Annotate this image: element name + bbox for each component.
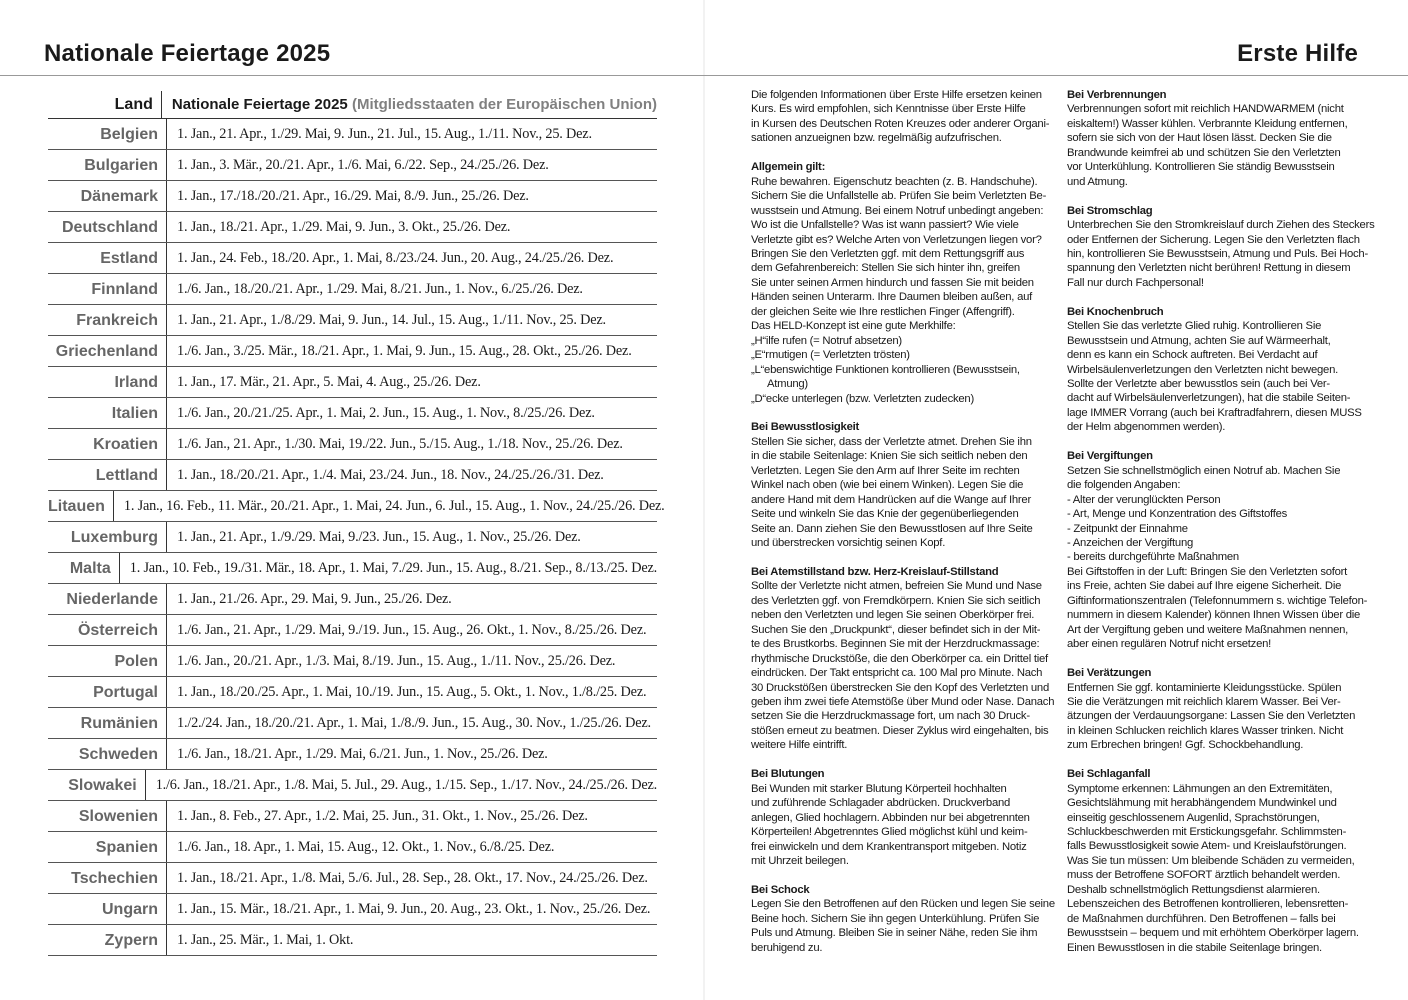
table-row (48, 429, 657, 460)
holiday-dates-cell: 1./6. Jan., 20./21. Apr., 1./3. Mai, 8./19. Jun., 15. Aug., 1./11. Nov., 25./26. Dez. (177, 653, 616, 669)
first-aid-section (751, 160, 1051, 406)
table-row (48, 212, 657, 243)
text-line: Einen Bewusstlosen in die stabile Seitenlage bringen. (1067, 941, 1322, 954)
first-aid-column-2 (1067, 88, 1375, 970)
country-cell: Österreich (48, 615, 167, 645)
text-line: Wo ist die Unfallstelle? Was ist wann passiert? Wie viele (751, 219, 1019, 232)
table-row (48, 894, 657, 925)
first-aid-section (751, 565, 1055, 753)
page-title-left: Nationale Feiertage 2025 (44, 40, 331, 67)
table-row (48, 553, 657, 584)
first-aid-section (751, 420, 1051, 550)
holiday-dates-cell: 1. Jan., 18./20./21. Apr., 1./4. Mai, 23./24. Jun., 18. Nov., 24./25./26./31. Dez. (177, 467, 604, 483)
text-line: Sie die Verätzungen mit reichlich klarem Wasser. Bei Ver- (1067, 695, 1341, 708)
holiday-dates-cell: 1. Jan., 17./18./20./21. Apr., 16./29. Mai, 8./9. Jun., 25./26. Dez. (177, 188, 529, 204)
holiday-dates-cell: 1. Jan., 24. Feb., 18./20. Apr., 1. Mai, 8./23./24. Jun., 20. Aug., 24./25./26. Dez. (177, 250, 614, 266)
text-line: hin, kontrollieren Sie Bewusstsein, Atmung und Puls. Bei Hoch- (1067, 247, 1368, 260)
first-aid-section (751, 767, 1051, 868)
holiday-dates-cell: 1. Jan., 15. Mär., 18./21. Apr., 1. Mai, 9. Jun., 20. Aug., 23. Okt., 1. Nov., 25./26. Dez. (177, 901, 651, 917)
section-heading: Bei Atemstillstand bzw. Herz-Kreislauf-Stillstand (751, 565, 999, 578)
text-line: Händen seinen Unterarm. Ihre Daumen bleiben außen, auf (751, 291, 1033, 304)
holiday-dates-cell: 1./2./24. Jan., 18./20./21. Apr., 1. Mai, 1./8./9. Jun., 15. Aug., 30. Nov., 1./25./26. Dez. (177, 715, 651, 731)
text-line: Art der Vergiftung geben und weitere Maßnahmen nennen, (1067, 623, 1349, 636)
text-line: „D“ecke unterlegen (bzw. Verletzten zudecken) (751, 392, 974, 405)
text-line: der Helm abgenommen werden). (1067, 421, 1226, 434)
text-line: „H“ilfe rufen (= Notruf absetzen) (751, 334, 902, 347)
text-line: - bereits durchgeführte Maßnahmen (1067, 551, 1239, 564)
text-line: aber einen regulären Notruf nicht ersetzen! (1067, 638, 1272, 651)
holiday-dates-cell: 1. Jan., 3. Mär., 20./21. Apr., 1./6. Mai, 6./22. Sep., 24./25./26. Dez. (177, 157, 549, 173)
text-line: Fall nur durch Fachpersonal! (1067, 276, 1204, 289)
text-line: te des Brustkorbs. Beginnen Sie mit der Herzdruckmassage: (751, 638, 1040, 651)
text-line: und zuführende Schlagader abdrücken. Druckverband (751, 797, 1011, 810)
text-line: Deshalb schnellstmöglich Rettungsdienst alarmieren. (1067, 883, 1320, 896)
first-aid-section (1067, 88, 1367, 189)
text-line: die folgenden Angaben: (1067, 479, 1181, 492)
country-cell: Litauen (48, 491, 114, 521)
country-cell: Tschechien (48, 863, 167, 893)
holiday-dates-cell: 1./6. Jan., 21. Apr., 1./29. Mai, 9./19. Jun., 15. Aug., 26. Okt., 1. Nov., 8./25./26. Dez. (177, 622, 647, 638)
text-line: in Kursen des Deutschen Roten Kreuzes oder anderer Organi- (751, 117, 1050, 130)
country-cell: Polen (48, 646, 167, 676)
holiday-dates-cell: 1. Jan., 21. Apr., 1./9./29. Mai, 9./23. Jun., 15. Aug., 1. Nov., 25./26. Dez. (177, 529, 581, 545)
text-line: 30 Druckstößen überstrecken Sie den Kopf des Verletzten und (751, 681, 1049, 694)
text-line: - Anzeichen der Vergiftung (1067, 537, 1194, 549)
country-cell: Niederlande (48, 584, 167, 614)
table-row (48, 243, 657, 274)
table-row (48, 677, 657, 708)
table-row (48, 274, 657, 305)
text-line: Sollte der Verletzte aber bewusstlos sein (auch bei Ver- (1067, 378, 1330, 391)
text-line: Beine hoch. Sichern Sie ihn gegen Unterkühlung. Prüfen Sie (751, 912, 1040, 925)
page-spine (703, 0, 705, 1000)
country-cell: Lettland (48, 460, 167, 490)
table-body (48, 119, 665, 956)
text-line: sofern sie sich von der Haut lösen lässt. Decken Sie die (1067, 132, 1332, 145)
section-heading: Bei Bewusstlosigkeit (751, 421, 860, 434)
holiday-dates-cell: 1. Jan., 10. Feb., 19./31. Mär., 18. Apr., 1. Mai, 7./29. Jun., 15. Aug., 8./21. Sep., 8./13./25. Dez. (129, 560, 657, 576)
text-line: „L“ebenswichtige Funktionen kontrollieren (Bewusstsein, (751, 363, 1020, 376)
first-aid-section (1067, 449, 1367, 651)
page-title-right: Erste Hilfe (1237, 40, 1358, 67)
first-aid-section (1067, 767, 1367, 955)
holiday-dates-cell: 1. Jan., 18./20./25. Apr., 1. Mai, 10./19. Jun., 15. Aug., 5. Okt., 1. Nov., 1./8./25. Dez. (177, 684, 647, 700)
text-line: weitere Hilfe eintrifft. (751, 739, 848, 752)
text-line: Körperteilen! Abgetrenntes Glied möglichst kühl und keim- (751, 826, 1028, 839)
text-line: vor Unterkühlung. Kontrollieren Sie ständig Bewusstsein (1067, 161, 1335, 174)
holiday-dates-cell: 1./6. Jan., 20./21./25. Apr., 1. Mai, 2. Jun., 15. Aug., 1. Nov., 8./25./26. Dez. (177, 405, 595, 421)
text-line: Bewusstsein und Atmung, achten Sie auf Wärmeerhalt, (1067, 334, 1331, 347)
text-line: Bei Wunden mit starker Blutung Körperteil hochhalten (751, 782, 1007, 795)
country-cell: Spanien (48, 832, 167, 862)
text-line: und Atmung. (1067, 175, 1128, 188)
text-line: Puls und Atmung. Bleiben Sie in seiner Nähe, reden Sie ihm (751, 927, 1038, 940)
section-heading: Allgemein gilt: (751, 161, 826, 174)
text-line: Bringen Sie den Verletzten ggf. mit dem Rettungsgriff aus (751, 247, 1025, 260)
country-cell: Ungarn (48, 894, 167, 924)
text-line: in kleinen Schlucken reichlich klares Wasser trinken. Nicht (1067, 724, 1344, 737)
text-line: Was Sie tun müssen: Um bleibende Schäden zu vermeiden, (1067, 854, 1355, 867)
text-line: Suchen Sie den „Druckpunkt“, dieser befindet sich in der Mit- (751, 623, 1041, 636)
text-line: und überstrecken vorsichtig seinen Kopf. (751, 537, 946, 550)
text-line: Winkel nach oben (wie bei einem Winken). Legen Sie die (751, 479, 1024, 492)
holiday-dates-cell: 1. Jan., 8. Feb., 27. Apr., 1./2. Mai, 25. Jun., 31. Okt., 1. Nov., 25./26. Dez. (177, 808, 588, 824)
first-aid-section (1067, 666, 1367, 753)
section-heading: Bei Schlaganfall (1067, 768, 1151, 781)
text-line: Seite an. Dann ziehen Sie den Bewusstlosen auf Ihre Seite (751, 522, 1033, 535)
text-line: Bewusstsein – bequem und mit erhöhtem Oberkörper lagern. (1067, 927, 1359, 940)
text-line: ins Freie, achten Sie dabei auf Ihre eigene Sicherheit. Die (1067, 580, 1342, 593)
text-line: Unterbrechen Sie den Stromkreislauf durch Ziehen des Steckers (1067, 219, 1375, 232)
text-line: Stellen Sie das verletzte Glied ruhig. Kontrollieren Sie (1067, 320, 1322, 333)
text-line: eindrücken. Der Takt entspricht ca. 100 Mal pro Minute. Nach (751, 667, 1043, 680)
first-aid-column-1 (751, 88, 1055, 970)
text-line: einseitig geschlossenem Augenlid, Sprachstörungen, (1067, 811, 1320, 824)
holiday-dates-cell: 1./6. Jan., 3./25. Mär., 18./21. Apr., 1. Mai, 9. Jun., 15. Aug., 28. Okt., 25./26. Dez. (177, 343, 632, 359)
text-line: Sie unter seinen Armen hindurch und fassen Sie mit beiden (751, 276, 1034, 289)
country-cell: Irland (48, 367, 167, 397)
text-line: Verletzte gibt es? Welche Arten von Verletzungen liegen vor? (751, 233, 1042, 246)
country-cell: Estland (48, 243, 167, 273)
country-cell: Schweden (48, 739, 167, 769)
text-line: - Zeitpunkt der Einnahme (1067, 522, 1188, 535)
table-row (48, 305, 657, 336)
table-row (48, 367, 657, 398)
table-row (48, 863, 657, 894)
section-heading: Bei Blutungen (751, 768, 825, 781)
country-cell: Slowakei (48, 770, 146, 800)
table-row (48, 119, 657, 150)
text-line: Entfernen Sie ggf. kontaminierte Kleidungsstücke. Spülen (1067, 681, 1342, 694)
column-header-dates-note: (Mitgliedsstaaten der Europäischen Union) (351, 96, 657, 113)
text-line: Die folgenden Informationen über Erste Hilfe ersetzen keinen (751, 89, 1042, 101)
text-line: falls Bewusstlosigkeit sowie Atem- und Kreislaufstörungen. (1067, 840, 1347, 853)
holiday-dates-cell: 1. Jan., 17. Mär., 21. Apr., 5. Mai, 4. Aug., 25./26. Dez. (177, 374, 481, 390)
text-line: des Verletzten ggf. von Fremdkörpern. Knien Sie sich seitlich (751, 594, 1041, 607)
table-row (48, 584, 657, 615)
table-row (48, 398, 657, 429)
table-row (48, 646, 657, 677)
first-aid-section (1067, 204, 1375, 291)
holiday-table (48, 91, 665, 956)
text-line: neben den Verletzten und legen Sie seinen Oberkörper frei. (751, 609, 1035, 622)
text-line: zum Erbrechen bringen! Ggf. Schockbehandlung. (1067, 739, 1304, 752)
first-aid-section (751, 883, 1055, 955)
text-line: Brandwunde keimfrei ab und schützen Sie den Verletzten (1067, 146, 1341, 159)
text-line: nummern in diesem Kalender) können Ihnen Wissen über die (1067, 609, 1361, 622)
table-row (48, 150, 657, 181)
first-aid-section (751, 88, 1051, 146)
column-header-dates-label: Nationale Feiertage 2025 (171, 96, 348, 113)
table-row (48, 336, 657, 367)
holiday-dates-cell: 1./6. Jan., 18./21. Apr., 1./8. Mai, 5. Jul., 29. Aug., 1./15. Sep., 1./17. Nov., 24./25./26. Dez. (155, 777, 657, 793)
country-cell: Bulgarien (48, 150, 167, 180)
text-line: stößen erneut zu beatmen. Dieser Zyklus wird eingehalten, bis (751, 724, 1049, 737)
text-line: Legen Sie den Betroffenen auf den Rücken und legen Sie seine (751, 898, 1055, 911)
country-cell: Italien (48, 398, 167, 428)
country-cell: Luxemburg (48, 522, 167, 552)
text-line: Wirbelsäulenverletzungen den Verletzten nicht bewegen. (1067, 363, 1338, 376)
text-line: denn es kann ein Schock auftreten. Bei Verdacht auf (1067, 349, 1318, 362)
text-line: Bei Giftstoffen in der Luft: Bringen Sie den Verletzten sofort (1067, 565, 1348, 578)
text-line: dem Gefahrenbereich: Stellen Sie sich hinter ihn, greifen (751, 262, 1020, 275)
country-cell: Malta (48, 553, 120, 583)
country-cell: Deutschland (48, 212, 167, 242)
first-aid-section (1067, 305, 1367, 435)
text-line: oder Entfernen der Sicherung. Legen Sie den Verletzten flach (1067, 233, 1360, 246)
country-cell: Slowenien (48, 801, 167, 831)
table-row (48, 770, 657, 801)
table-row (48, 708, 657, 739)
country-cell: Griechenland (48, 336, 167, 366)
text-line: Verletzten. Legen Sie den Arm auf Ihrer Seite im rechten (751, 464, 1020, 477)
country-cell: Finnland (48, 274, 167, 304)
header-rule (0, 75, 1408, 76)
text-line: eiskaltem!) Wasser kühlen. Verbrannte Kleidung entfernen, (1067, 117, 1348, 130)
table-row (48, 832, 657, 863)
text-line: - Art, Menge und Konzentration des Giftstoffes (1067, 508, 1288, 521)
text-line: Sichern Sie die Unfallstelle ab. Prüfen Sie beim Verletzten Be- (751, 190, 1047, 203)
table-row (48, 615, 657, 646)
table-row (48, 522, 657, 553)
holiday-dates-cell: 1./6. Jan., 18./20./21. Apr., 1./29. Mai, 8./21. Jun., 1. Nov., 6./25./26. Dez. (177, 281, 583, 297)
holiday-dates-cell: 1. Jan., 16. Feb., 11. Mär., 20./21. Apr., 1. Mai, 24. Jun., 6. Jul., 15. Aug., 1. Nov., 24./25./26. Dez. (123, 498, 665, 514)
column-header-dates (162, 91, 657, 118)
holiday-dates-cell: 1. Jan., 21. Apr., 1./29. Mai, 9. Jun., 21. Jul., 15. Aug., 1./11. Nov., 25. Dez. (177, 126, 592, 142)
text-line: de Maßnahmen durchführen. Den Betroffenen – falls bei (1067, 912, 1336, 925)
text-line: Verbrennungen sofort mit reichlich HANDWARMEM (nicht (1067, 103, 1344, 116)
section-heading: Bei Schock (751, 883, 810, 896)
text-line: Ruhe bewahren. Eigenschutz beachten (z. B. Handschuhe). (751, 175, 1038, 188)
country-cell: Belgien (48, 119, 167, 149)
text-line: beruhigend zu. (751, 941, 823, 954)
text-line: Symptome erkennen: Lähmungen an den Extremitäten, (1067, 782, 1333, 795)
text-line: „E“rmutigen (= Verletzten trösten) (751, 349, 910, 362)
section-heading: Bei Vergiftungen (1067, 450, 1153, 463)
holiday-dates-cell: 1./6. Jan., 18./21. Apr., 1./29. Mai, 6./21. Jun., 1. Nov., 25./26. Dez. (177, 746, 548, 762)
text-line: Setzen Sie schnellstmöglich einen Notruf ab. Machen Sie (1067, 464, 1341, 477)
holiday-dates-cell: 1. Jan., 21./26. Apr., 29. Mai, 9. Jun., 25./26. Dez. (177, 591, 452, 607)
text-line: frei einwickeln und dem Krankentransport mitgeben. Notiz (751, 840, 1027, 853)
country-cell: Rumänien (48, 708, 167, 738)
text-line: ätzungen der Verdauungsorgane: Lassen Sie den Verletzten (1067, 710, 1356, 723)
text-line: dacht auf Wirbelsäulenverletzungen), hat die stabile Seiten- (1067, 392, 1351, 405)
holiday-dates-cell: 1. Jan., 18./21. Apr., 1./29. Mai, 9. Jun., 3. Okt., 25./26. Dez. (177, 219, 511, 235)
country-cell: Zypern (48, 925, 167, 955)
section-heading: Bei Knochenbruch (1067, 305, 1164, 318)
text-line: mit Uhrzeit beilegen. (751, 854, 849, 867)
text-line: der gleichen Seite wie Ihre restlichen Finger (Affengriff). (751, 305, 1015, 318)
text-line: Schluckbeschwerden mit Erstickungsgefahr. Schlimmsten- (1067, 826, 1347, 839)
country-cell: Dänemark (48, 181, 167, 211)
text-line: Kurs. Es wird empfohlen, sich Kenntnisse über Erste Hilfe (751, 103, 1026, 116)
text-line: sationen anzueignen bzw. regelmäßig aufzufrischen. (751, 132, 1002, 145)
text-line: Stellen Sie sicher, dass der Verletzte atmet. Drehen Sie ihn (751, 435, 1032, 448)
section-heading: Bei Verätzungen (1067, 667, 1152, 680)
text-line: Lebenszeichen des Betroffenen kontrollieren, lebensretten- (1067, 898, 1349, 911)
table-row (48, 491, 665, 522)
text-line: Giftinformationszentralen (Telefonnummern s. wichtige Telefon- (1067, 594, 1368, 607)
table-row (48, 925, 657, 956)
holiday-dates-cell: 1. Jan., 25. Mär., 1. Mai, 1. Okt. (177, 932, 354, 948)
text-line: rhythmische Druckstöße, die den Oberkörper ca. ein Drittel tief (751, 652, 1048, 665)
column-header-country: Land (48, 91, 162, 118)
text-line: Atmung) (767, 378, 808, 391)
holiday-dates-cell: 1. Jan., 21. Apr., 1./8./29. Mai, 9. Jun., 14. Jul., 15. Aug., 1./11. Nov., 25. Dez. (177, 312, 606, 328)
holiday-dates-cell: 1. Jan., 18./21. Apr., 1./8. Mai, 5./6. Jul., 28. Sep., 28. Okt., 17. Nov., 24./25./26. Dez. (177, 870, 648, 886)
text-line: andere Hand mit dem Handrücken auf die Wange auf Ihrer (751, 493, 1031, 506)
text-line: Seite und winkeln Sie das Knie der gegenüberliegenden (751, 508, 1019, 521)
country-cell: Frankreich (48, 305, 167, 335)
text-line: in die stabile Seitenlage: Knien Sie sich seitlich neben den (751, 450, 1028, 463)
text-line: anlegen, Glied hochlagern. Abbinden nur bei abgetrennten (751, 811, 1030, 824)
text-line: wusstsein und Atmung. Bei einem Notruf unbedingt angeben: (751, 204, 1044, 217)
table-row (48, 739, 657, 770)
table-header (48, 91, 657, 119)
holiday-dates-cell: 1./6. Jan., 21. Apr., 1./30. Mai, 19./22. Jun., 5./15. Aug., 1./18. Nov., 25./26. Dez. (177, 436, 623, 452)
country-cell: Portugal (48, 677, 167, 707)
text-line: geben ihm zwei tiefe Atemstöße über Mund oder Nase. Danach (751, 695, 1055, 708)
text-line: muss der Betroffene SOFORT ärztlich behandelt werden. (1067, 869, 1341, 882)
text-line: Das HELD-Konzept ist eine gute Merkhilfe: (751, 320, 956, 333)
table-row (48, 801, 657, 832)
text-line: setzen Sie die Herzdruckmassage fort, um nach 30 Druck- (751, 710, 1030, 723)
text-line: - Alter der verunglückten Person (1067, 493, 1221, 506)
text-line: Gesichtslähmung mit herabhängendem Mundwinkel und (1067, 797, 1337, 810)
table-row (48, 460, 657, 491)
text-line: lage IMMER Vorrang (auch bei Kraftradfahrern, diesen MUSS (1067, 406, 1362, 419)
holiday-dates-cell: 1./6. Jan., 18. Apr., 1. Mai, 15. Aug., 12. Okt., 1. Nov., 6./8./25. Dez. (177, 839, 555, 855)
country-cell: Kroatien (48, 429, 167, 459)
section-heading: Bei Verbrennungen (1067, 89, 1167, 101)
table-row (48, 181, 657, 212)
text-line: spannung den Verletzten nicht berühren! Rettung in diesem (1067, 262, 1351, 275)
section-heading: Bei Stromschlag (1067, 204, 1153, 217)
text-line: Sollte der Verletzte nicht atmen, befreien Sie Mund und Nase (751, 580, 1042, 593)
